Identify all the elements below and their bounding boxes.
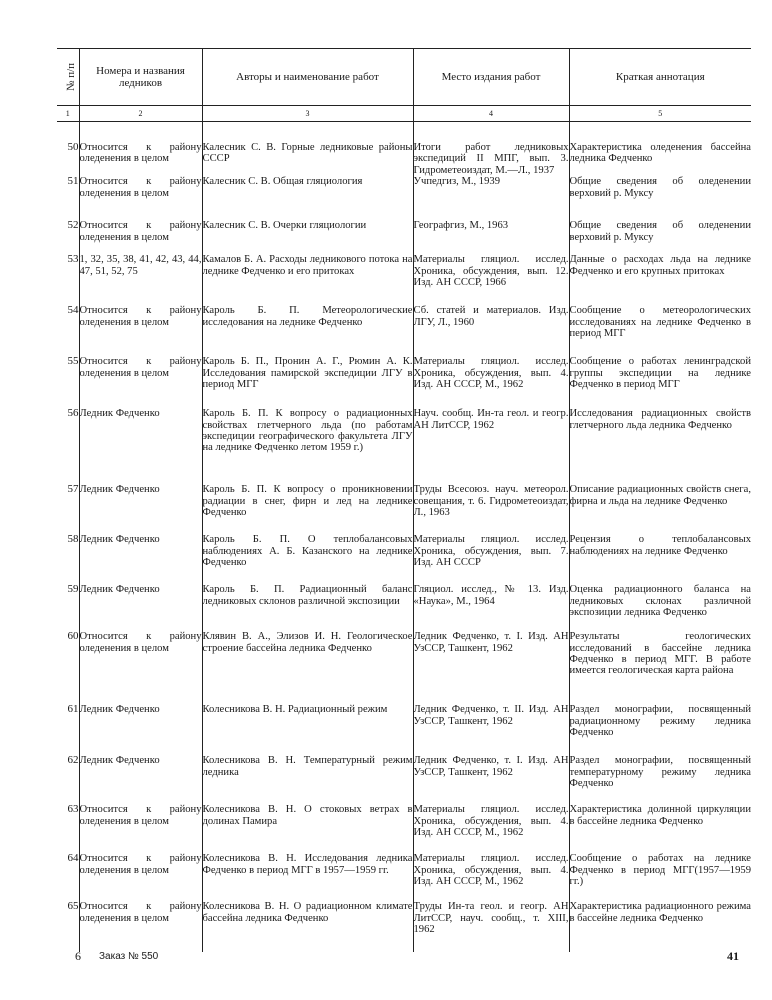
cell-num: 56 xyxy=(67,407,79,420)
header-glacier: Номера и названия ледников xyxy=(79,49,202,106)
column-number: 1 xyxy=(57,106,79,122)
cell-glacier: Относится к району оледенения в целом xyxy=(79,631,202,704)
cell-place: Материалы гляциол. исслед. Хроника, обсуждения, вып. 12. Изд. АН СССР, 1966 xyxy=(413,254,569,305)
printer-signature: 6 xyxy=(75,949,81,963)
cell-num: 55 xyxy=(67,355,79,368)
cell-authors: Калесник С. В. Очерки гляциологии xyxy=(202,220,413,254)
cell-num: 57 xyxy=(67,483,79,496)
cell-num: 50 xyxy=(67,141,79,153)
cell-authors: Колесникова В. Н. О стоковых ветрах в долинах Памира xyxy=(202,804,413,853)
table-row xyxy=(57,356,751,408)
cell-place: Ледник Федченко, т. I. Изд. АН УзССР, Ташкент, 1962 xyxy=(413,631,569,704)
cell-annotation: Исследования радиационных свойств глетчерного льда ледника Федченко xyxy=(569,408,751,484)
cell-authors: Кароль Б. П., Пронин А. Г., Рюмин А. К. Исследования памирской экспедиции ЛГУ в период МГГ xyxy=(202,356,413,408)
cell-num: 60 xyxy=(67,630,79,643)
cell-annotation: Раздел монографии, посвященный радиационному режиму ледника Федченко xyxy=(569,704,751,755)
header-authors: Авторы и наименование работ xyxy=(202,49,413,106)
cell-glacier: Ледник Федченко xyxy=(79,408,202,484)
cell-authors: Колесникова В. Н. Температурный режим ледника xyxy=(202,755,413,804)
cell-glacier: Ледник Федченко xyxy=(79,484,202,534)
cell-place: Географгиз, М., 1963 xyxy=(413,220,569,254)
table-row xyxy=(57,534,751,584)
table-row xyxy=(57,484,751,534)
cell-place: Науч. сообщ. Ин-та геол. и геогр. АН ЛитССР, 1962 xyxy=(413,408,569,484)
header-num: № п/п xyxy=(57,49,79,106)
cell-annotation: Оценка радиационного баланса на ледниковых склонах различной экспозиции ледника Федченко xyxy=(569,584,751,631)
cell-annotation: Сообщение о метеорологических исследованиях на леднике Федченко в период МГГ xyxy=(569,305,751,356)
cell-glacier: Ледник Федченко xyxy=(79,534,202,584)
cell-annotation: Общие сведения об оледенении верховий р. Муксу xyxy=(569,176,751,220)
cell-glacier: Ледник Федченко xyxy=(79,755,202,804)
table-row xyxy=(57,408,751,484)
cell-authors: Колесникова В. Н. О радиационном климате бассейна ледника Федченко xyxy=(202,901,413,952)
cell-authors: Кароль Б. П. К вопросу о проникновении радиации в снег, фирн и лед на леднике Федченко xyxy=(202,484,413,534)
cell-place: Труды Ин-та геол. и геогр. АН ЛитССР, науч. сообщ., т. XIII, 1962 xyxy=(413,901,569,952)
cell-glacier: Относится к району оледенения в целом xyxy=(79,901,202,952)
cell-authors: Колесникова В. Н. Радиационный режим xyxy=(202,704,413,755)
cell-place: Материалы гляциол. исслед. Хроника, обсуждения, вып. 4. Изд. АН СССР, М., 1962 xyxy=(413,356,569,408)
column-number: 4 xyxy=(413,106,569,122)
cell-place: Ледник Федченко, т. II. Изд. АН УзССР, Ташкент, 1962 xyxy=(413,704,569,755)
table-row xyxy=(57,901,751,952)
header-row xyxy=(57,49,751,106)
table-row xyxy=(57,176,751,220)
cell-annotation: Общие сведения об оледенении верховий р. Муксу xyxy=(569,220,751,254)
order-number: Заказ № 550 xyxy=(99,951,159,962)
cell-glacier: Относится к району оледенения в целом xyxy=(79,176,202,220)
cell-annotation: Характеристика радиационного режима в бассейне ледника Федченко xyxy=(569,901,751,952)
column-number-row xyxy=(57,106,751,122)
cell-place: Учпедгиз, М., 1939 xyxy=(413,176,569,220)
cell-glacier: Относится к району оледенения в целом xyxy=(79,305,202,356)
cell-authors: Кароль Б. П. Радиационный баланс ледниковых склонов различной экспозиции xyxy=(202,584,413,631)
cell-annotation: Описание радиационных свойств снега, фирна и льда на леднике Федченко xyxy=(569,484,751,534)
cell-num: 64 xyxy=(67,852,79,865)
table-row xyxy=(57,755,751,804)
cell-place: Труды Всесоюз. науч. метеорол. совещания, т. 6. Гидрометеоиздат, Л., 1963 xyxy=(413,484,569,534)
cell-num: 58 xyxy=(67,533,79,546)
cell-place: Сб. статей и материалов. Изд. ЛГУ, Л., 1960 xyxy=(413,305,569,356)
cell-authors: Камалов Б. А. Расходы ледникового потока на леднике Федченко и его притоках xyxy=(202,254,413,305)
cell-annotation: Рецензия о теплобалансовых наблюдениях на леднике Федченко xyxy=(569,534,751,584)
cell-num: 53 xyxy=(67,253,79,266)
cell-num: 59 xyxy=(67,583,79,596)
cell-glacier: Относится к району оледенения в целом xyxy=(79,356,202,408)
cell-place: Ледник Федченко, т. I. Изд. АН УзССР, Ташкент, 1962 xyxy=(413,755,569,804)
cell-annotation: Раздел монографии, посвященный температурному режиму ледника Федченко xyxy=(569,755,751,804)
cell-annotation: Характеристика долинной циркуляции в бассейне ледника Федченко xyxy=(569,804,751,853)
header-place: Место издания работ xyxy=(413,49,569,106)
cell-num: 62 xyxy=(67,754,79,767)
cell-place: Материалы гляциол. исслед. Хроника, обсуждения, вып. 4. Изд. АН СССР, М., 1962 xyxy=(413,804,569,853)
cell-glacier: Относится к району оледенения в целом xyxy=(79,804,202,853)
table-row xyxy=(57,631,751,704)
table-row xyxy=(57,220,751,254)
column-number: 5 xyxy=(569,106,751,122)
header-annotation: Краткая аннотация xyxy=(569,49,751,106)
cell-glacier: Ледник Федченко xyxy=(79,584,202,631)
column-number: 2 xyxy=(79,106,202,122)
cell-authors: Калесник С. В. Горные ледниковые районы СССР xyxy=(202,122,413,177)
table-row xyxy=(57,704,751,755)
cell-num: 65 xyxy=(67,900,79,913)
cell-glacier: Относится к району оледенения в целом xyxy=(79,853,202,901)
cell-place: Материалы гляциол. исслед. Хроника, обсуждения, вып. 7. Изд. АН СССР xyxy=(413,534,569,584)
cell-glacier: Относится к району оледенения в целом xyxy=(79,122,202,177)
cell-annotation: Сообщение о работах ленинградской группы экспедиции на леднике Федченко в период МГГ xyxy=(569,356,751,408)
cell-authors: Кароль Б. П. Метеорологические исследования на леднике Федченко xyxy=(202,305,413,356)
cell-annotation: Характеристика оледенения бассейна ледника Федченко xyxy=(569,122,751,177)
cell-annotation: Данные о расходах льда на леднике Федченко и его крупных притоках xyxy=(569,254,751,305)
table-row xyxy=(57,305,751,356)
cell-num: 63 xyxy=(67,803,79,816)
table-row xyxy=(57,584,751,631)
cell-authors: Калесник С. В. Общая гляциология xyxy=(202,176,413,220)
column-number: 3 xyxy=(202,106,413,122)
page-number: 41 xyxy=(727,949,739,963)
table-row xyxy=(57,804,751,853)
cell-authors: Колесникова В. Н. Исследования ледника Федченко в период МГГ в 1957—1959 гг. xyxy=(202,853,413,901)
cell-authors: Кароль Б. П. К вопросу о радиационных свойствах глетчерного льда (по работам экспедиции географического факультета ЛГУ на леднике Федченко летом 1959 г.) xyxy=(202,408,413,484)
cell-num: 61 xyxy=(67,703,79,716)
cell-num: 54 xyxy=(67,304,79,317)
cell-annotation: Результаты геологических исследований в бассейне ледника Федченко в период МГГ. В работе имеется геологическая карта района xyxy=(569,631,751,704)
cell-place: Материалы гляциол. исслед. Хроника, обсуждения, вып. 4. Изд. АН СССР, М., 1962 xyxy=(413,853,569,901)
cell-num: 51 xyxy=(67,175,79,188)
cell-glacier: Ледник Федченко xyxy=(79,704,202,755)
table-row xyxy=(57,254,751,305)
cell-annotation: Сообщение о работах на леднике Федченко в период МГГ(1957—1959 гг.) xyxy=(569,853,751,901)
cell-authors: Клявин В. А., Элизов И. Н. Геологическое строение бассейна ледника Федченко xyxy=(202,631,413,704)
bibliography-table xyxy=(57,48,751,952)
table-row xyxy=(57,853,751,901)
cell-authors: Кароль Б. П. О теплобалансовых наблюдениях А. Б. Казанского на леднике Федченко xyxy=(202,534,413,584)
cell-glacier: Относится к району оледенения в целом xyxy=(79,220,202,254)
cell-num: 52 xyxy=(67,219,79,232)
table-row xyxy=(57,122,751,177)
cell-place: Гляциол. исслед., № 13. Изд. «Наука», М., 1964 xyxy=(413,584,569,631)
cell-glacier: 1, 32, 35, 38, 41, 42, 43, 44, 47, 51, 52, 75 xyxy=(79,254,202,305)
cell-place: Итоги работ ледниковых экспедиций II МПГ, вып. 3. Гидрометеоиздат, М.—Л., 1937 xyxy=(413,122,569,177)
